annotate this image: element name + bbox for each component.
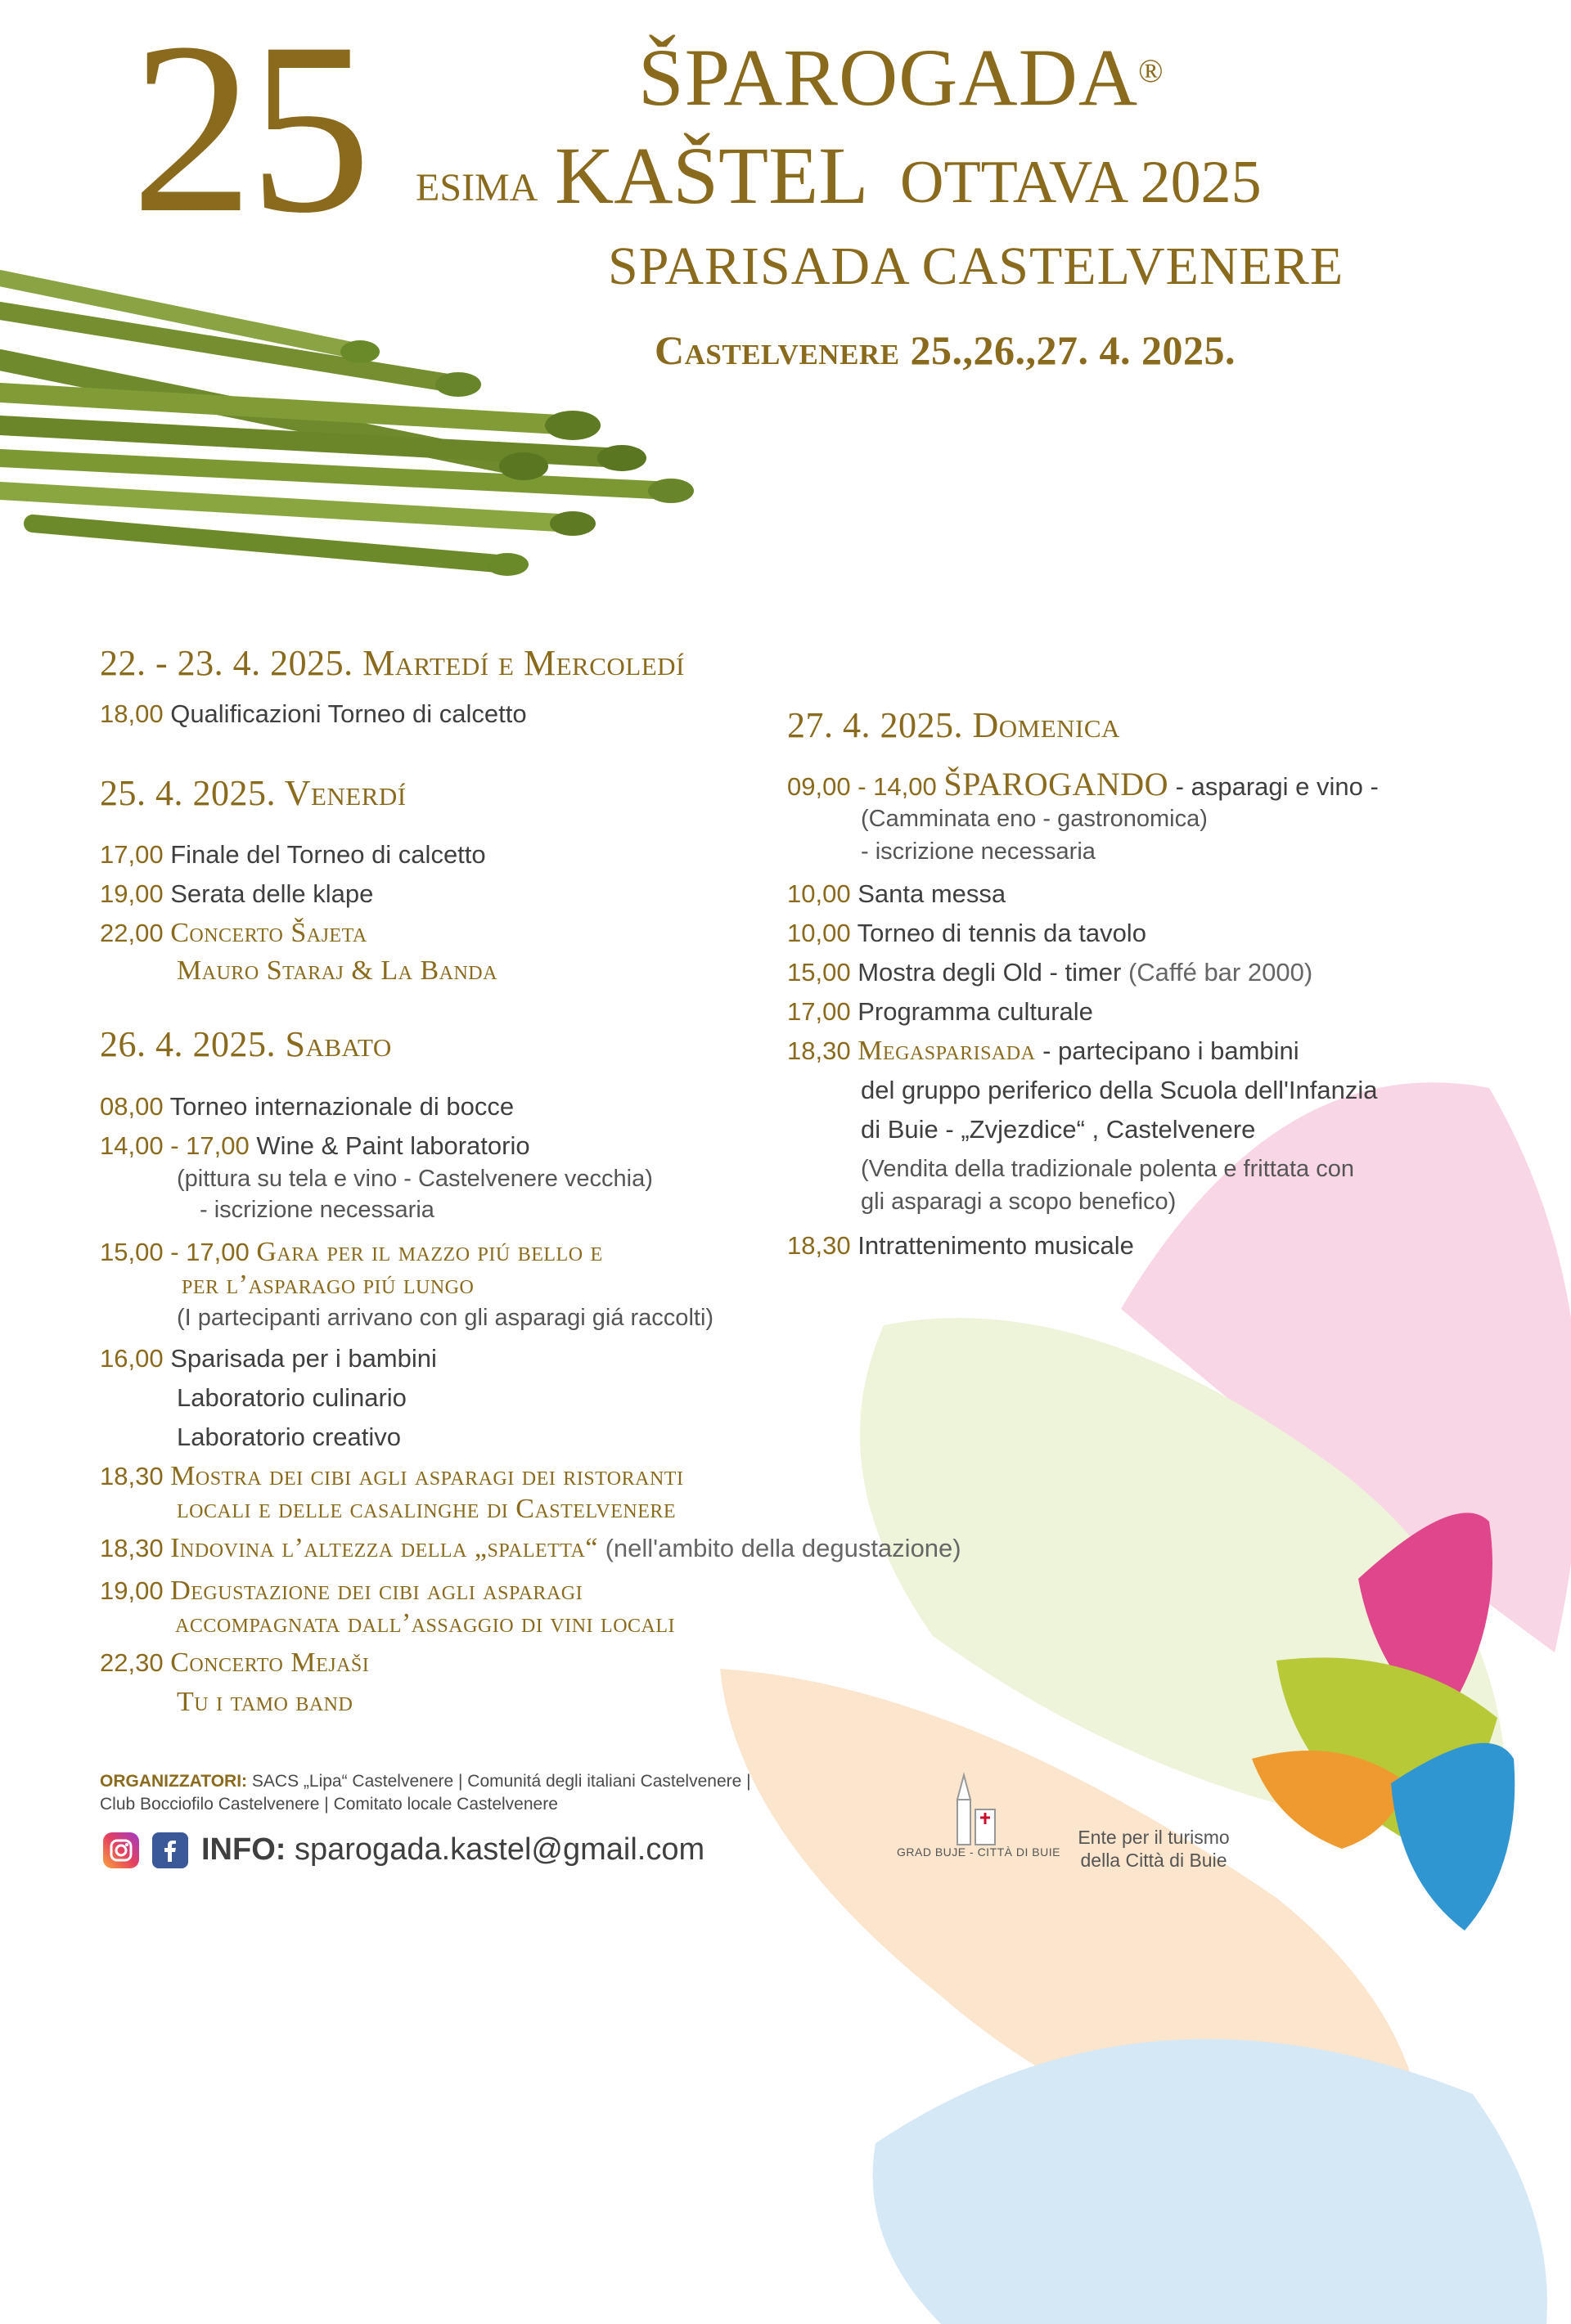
activity: Santa messa xyxy=(858,879,1006,908)
esima-label: ESIMA xyxy=(416,166,538,209)
activity: Sparisada per i bambini xyxy=(170,1344,437,1373)
time: 08,00 xyxy=(100,1092,164,1121)
activity: Serata delle klape xyxy=(170,879,374,908)
activity-note: (Vendita della tradizionale polenta e frittata con xyxy=(861,1156,1354,1182)
activity: Qualificazioni Torneo di calcetto xyxy=(170,699,527,728)
activity-highlight: Gara per il mazzo piú bello e xyxy=(256,1237,603,1267)
brand-title xyxy=(638,33,1164,123)
time: 18,00 xyxy=(100,699,164,728)
activity-highlight: Mostra dei cibi agli asparagi dei ristoranti xyxy=(170,1461,684,1491)
activity-highlight: Megasparisada xyxy=(858,1036,1036,1066)
time: 16,00 xyxy=(100,1344,164,1373)
asparagus-image xyxy=(0,278,694,576)
event-subtitle: SPARISADA CASTELVENERE xyxy=(608,236,1344,296)
program-row-cont: Laboratorio culinario xyxy=(177,1383,407,1412)
program-row xyxy=(100,1647,369,1679)
time: 18,30 xyxy=(787,1036,851,1065)
program-row-cont: di Buie - „Zvjezdice“ , Castelvenere xyxy=(861,1115,1256,1144)
time: 19,00 xyxy=(100,879,164,908)
program-row xyxy=(787,1230,1134,1261)
activity-note: - iscrizione necessaria xyxy=(200,1197,434,1223)
time: 17,00 xyxy=(787,997,851,1026)
day-title-3: 26. 4. 2025. Sabato xyxy=(100,1024,392,1064)
program-row xyxy=(100,1131,530,1162)
activity-note: - iscrizione necessaria xyxy=(861,838,1096,865)
program-row xyxy=(787,957,1312,988)
program-row xyxy=(787,918,1146,949)
activity-highlight: Mauro Staraj & La Banda xyxy=(177,955,497,986)
activity: Mostra degli Old - timer xyxy=(858,958,1122,987)
time: 09,00 - 14,00 xyxy=(787,772,937,801)
info-email[interactable]: sparogada.kastel@gmail.com xyxy=(295,1832,705,1867)
time: 14,00 - 17,00 xyxy=(100,1131,250,1160)
tourism-line1: Ente per il turismo xyxy=(1078,1827,1230,1848)
time: 19,00 xyxy=(100,1576,164,1605)
organizers xyxy=(100,1770,751,1816)
program-row xyxy=(100,879,373,910)
program-row xyxy=(100,1576,583,1607)
program-row-cont: Laboratorio creativo xyxy=(177,1423,401,1451)
program-row-cont xyxy=(177,1687,353,1718)
time: 17,00 xyxy=(100,840,164,869)
time: 18,30 xyxy=(100,1534,164,1562)
brand-name: ŠPAROGADA xyxy=(638,32,1139,123)
organizers-line1: SACS „Lipa“ Castelvenere | Comunitá degli italiani Castelvenere | xyxy=(251,1772,751,1791)
program-row xyxy=(100,1237,603,1268)
petal-blue xyxy=(873,2039,1547,2324)
instagram-icon[interactable] xyxy=(103,1832,139,1868)
time: 18,30 xyxy=(100,1462,164,1490)
town-logo-icon xyxy=(943,1759,1008,1849)
time: 10,00 xyxy=(787,919,851,947)
ottava-title: OTTAVA 2025 xyxy=(900,149,1262,216)
program-row xyxy=(100,918,367,949)
activity: Wine & Paint laboratorio xyxy=(256,1131,530,1160)
info-line xyxy=(201,1831,704,1868)
time: 22,30 xyxy=(100,1648,164,1677)
activity: Programma culturale xyxy=(858,997,1093,1026)
program-row xyxy=(100,839,486,870)
program-row xyxy=(100,699,527,730)
activity-note: (I partecipanti arrivano con gli asparagi giá raccolti) xyxy=(177,1305,714,1331)
program-row xyxy=(787,1036,1299,1067)
activity-note: (pittura su tela e vino - Castelvenere vecchia) xyxy=(177,1166,653,1192)
time: 10,00 xyxy=(787,879,851,908)
program-row-cont xyxy=(175,1608,675,1639)
time: 15,00 xyxy=(787,958,851,987)
activity-extra: (nell'ambito della degustazione) xyxy=(605,1534,961,1562)
day-title-2: 25. 4. 2025. Venerdí xyxy=(100,773,407,813)
activity-note: gli asparagi a scopo benefico) xyxy=(861,1189,1177,1215)
program-row xyxy=(787,766,1379,802)
activity-note: (Camminata eno - gastronomica) xyxy=(861,806,1208,832)
activity-highlight: per l’asparago piú lungo xyxy=(182,1270,475,1300)
tourism-line2: della Città di Buie xyxy=(1080,1850,1227,1871)
program-row xyxy=(100,1461,683,1492)
time: 22,00 xyxy=(100,919,164,947)
activity-highlight: accompagnata dall’assaggio di vini locali xyxy=(175,1608,676,1638)
program-row-cont: del gruppo periferico della Scuola dell'Infanzia xyxy=(861,1076,1378,1104)
facebook-icon[interactable] xyxy=(152,1832,188,1868)
time: 15,00 - 17,00 xyxy=(100,1238,250,1266)
time: 18,30 xyxy=(787,1231,851,1260)
kastel-title: KAŠTEL xyxy=(555,130,869,221)
program-row-cont xyxy=(177,955,497,987)
program-row xyxy=(100,1091,514,1122)
program-row xyxy=(100,1533,961,1564)
program-row-cont xyxy=(177,1494,676,1525)
sparogando-logo: ŠPAROGANDO xyxy=(943,766,1169,802)
activity: Torneo di tennis da tavolo xyxy=(857,919,1146,947)
registered-mark: ® xyxy=(1138,52,1164,89)
day-title-1: 22. - 23. 4. 2025. Martedí e Mercoledí xyxy=(100,643,685,683)
activity-highlight: Concerto Šajeta xyxy=(170,918,367,948)
activity-highlight: Tu i tamo band xyxy=(177,1687,353,1717)
info-label: INFO: xyxy=(201,1832,286,1867)
program-row xyxy=(787,879,1006,910)
organizers-label: ORGANIZZATORI: xyxy=(100,1772,248,1791)
activity: - asparagi e vino - xyxy=(1175,772,1379,801)
program-row xyxy=(100,1343,437,1374)
town-logo-label: GRAD BUJE - CITTÀ DI BUIE xyxy=(897,1845,1060,1859)
program-row xyxy=(787,996,1093,1027)
day-title-4: 27. 4. 2025. Domenica xyxy=(787,705,1120,745)
activity-highlight: Indovina l’altezza della „spaletta“ xyxy=(170,1533,598,1563)
event-dates: Castelvenere 25.,26.,27. 4. 2025. xyxy=(655,327,1236,373)
activity: Finale del Torneo di calcetto xyxy=(170,840,486,869)
activity-extra: (Caffé bar 2000) xyxy=(1128,958,1313,987)
activity: - partecipano i bambini xyxy=(1042,1036,1299,1065)
program-row-cont xyxy=(182,1270,474,1301)
organizers-line2: Club Bocciofilo Castelvenere | Comitato locale Castelvenere xyxy=(100,1795,558,1814)
activity: Torneo internazionale di bocce xyxy=(169,1092,515,1121)
activity-highlight: locali e delle casalinghe di Castelvenere xyxy=(177,1494,677,1524)
tourism-board xyxy=(1072,1826,1236,1872)
activity-highlight: Degustazione dei cibi agli asparagi xyxy=(170,1576,583,1606)
activity-highlight: Concerto Mejaši xyxy=(170,1647,370,1678)
activity: Intrattenimento musicale xyxy=(858,1231,1134,1260)
anniversary-number: 25 xyxy=(131,0,367,263)
